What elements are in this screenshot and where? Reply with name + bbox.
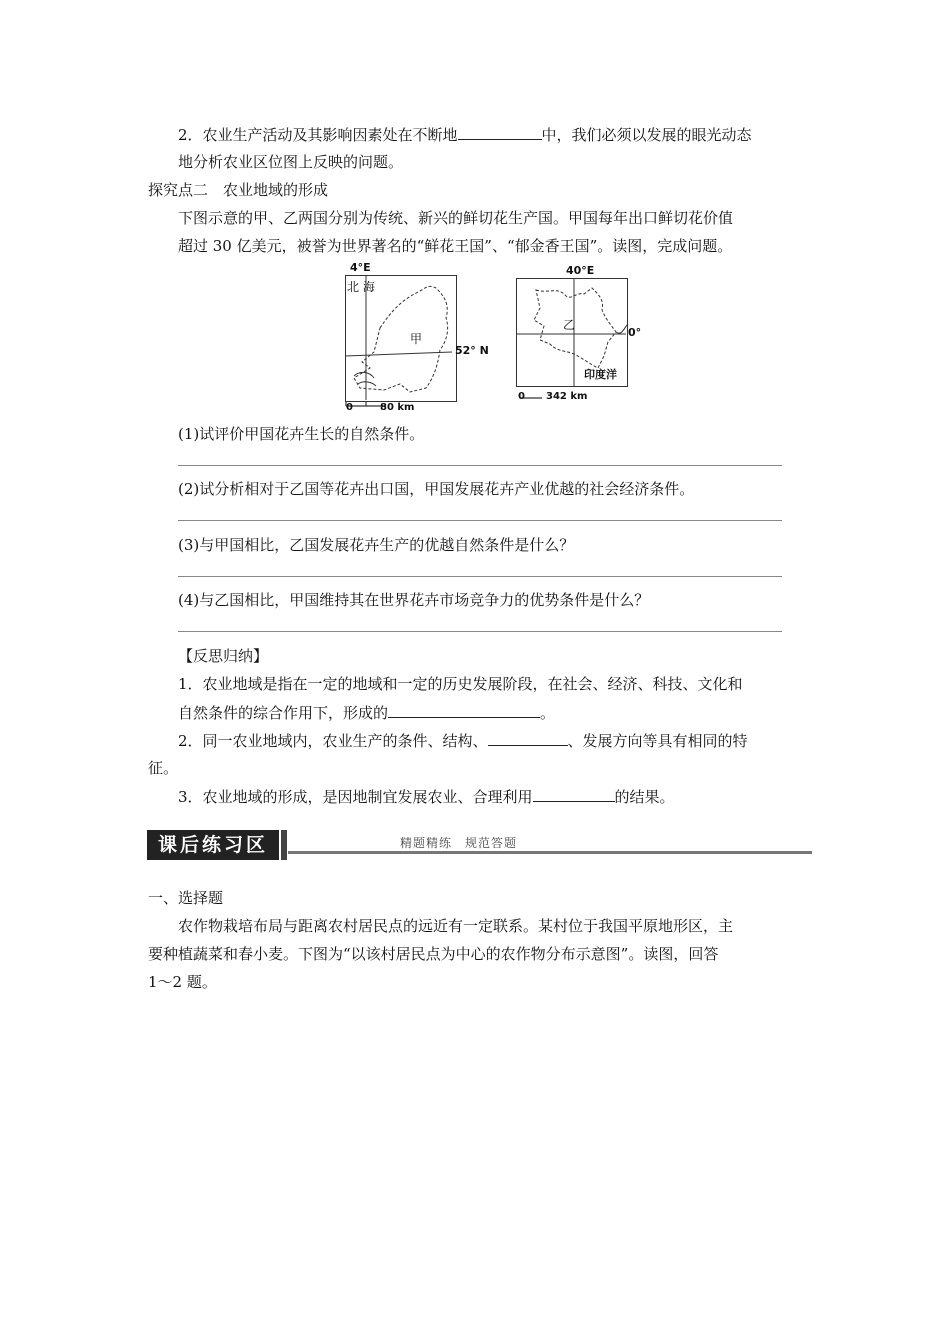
exercise-para-line3: 1～2 题。 [148, 973, 217, 991]
reflection-item3-pre: 3．农业地域的形成，是因地制宜发展农业、合理利用 [178, 788, 533, 806]
explore2-intro-line2: 超过 30 亿美元，被誉为世界著名的“鲜花王国”、“郁金香王国”。读图，完成问题。 [178, 237, 733, 255]
reflection-item1-pre: 自然条件的综合作用下，形成的 [178, 704, 389, 722]
map-yi-ocean: 印度洋 [584, 368, 617, 381]
map-jia-latitude: 52° N [455, 344, 489, 357]
reflection-item2-line1 [178, 729, 748, 752]
map-yi-longitude: 40°E [566, 264, 595, 277]
answer-line-1[interactable] [178, 465, 782, 466]
map-yi-scale-value: 342 km [546, 391, 588, 402]
reflection-item1-line2 [178, 701, 555, 724]
answer-line-4[interactable] [178, 631, 782, 632]
answer-line-3[interactable] [178, 576, 782, 577]
reflection-item1-line1: 1．农业地域是指在一定的地域和一定的历史发展阶段，在社会、经济、科技、文化和 [178, 675, 743, 693]
map-jia-longitude: 4°E [350, 261, 371, 274]
explore1-item2-line1 [178, 123, 752, 146]
explore2-intro-line1: 下图示意的甲、乙两国分别为传统、新兴的鲜切花生产国。甲国每年出口鲜切花价值 [178, 209, 734, 227]
map-jia-scale-zero: 0 [346, 402, 353, 413]
banner-title: 课后练习区 [147, 830, 279, 860]
exercise-para-line1: 农作物栽培布局与距离农村居民点的远近有一定联系。某村位于我国平原地形区，主 [178, 917, 734, 935]
map-jia-sea: 北 海 [347, 280, 375, 294]
banner-tagline: 精题精练 规范答题 [400, 836, 518, 850]
reflection-item2-pre: 2．同一农业地域内，农业生产的条件、结构、 [178, 732, 488, 750]
reflection-item1-post: 。 [540, 704, 556, 722]
map-jia-country: 甲 [410, 332, 423, 346]
exercise-para-line2: 要种植蔬菜和春小麦。下图为“以该村居民点为中心的农作物分布示意图”。读图，回答 [148, 945, 719, 963]
explore2-heading: 探究点二 农业地域的形成 [148, 181, 329, 199]
explore1-item2-pre: 2．农业生产活动及其影响因素处在不断地 [178, 126, 458, 144]
answer-blank[interactable] [388, 701, 540, 718]
banner-rule [288, 851, 812, 854]
answer-blank[interactable] [533, 785, 615, 802]
answer-blank[interactable] [458, 123, 542, 140]
banner-divider [281, 830, 287, 860]
reflection-heading: 【反思归纳】 [178, 647, 269, 665]
question-1: (1)试评价甲国花卉生长的自然条件。 [178, 425, 425, 443]
map-yi-latitude: 0° [628, 326, 642, 339]
question-2: (2)试分析相对于乙国等花卉出口国，甲国发展花卉产业优越的社会经济条件。 [178, 480, 695, 498]
exercise-section: 一、选择题 [148, 889, 224, 907]
answer-line-2[interactable] [178, 520, 782, 521]
map-yi-scale-zero: 0 [518, 391, 525, 402]
map-yi-country: 乙 [563, 318, 576, 332]
answer-blank[interactable] [488, 729, 568, 746]
question-4: (4)与乙国相比，甲国维持其在世界花卉市场竞争力的优势条件是什么？ [178, 591, 650, 609]
reflection-item3-post: 的结果。 [614, 788, 675, 806]
map-yi-drawing [512, 274, 642, 404]
reflection-item2-post: 、发展方向等具有相同的特 [567, 732, 748, 750]
explore1-item2-post: 中，我们必须以发展的眼光动态 [541, 126, 752, 144]
map-jia-scale-value: 80 km [380, 402, 415, 413]
explore1-item2-line2: 地分析农业区位图上反映的问题。 [178, 153, 404, 171]
reflection-item3 [178, 785, 675, 808]
reflection-item2-line2: 征。 [148, 759, 179, 777]
question-3: (3)与甲国相比，乙国发展花卉生产的优越自然条件是什么？ [178, 536, 575, 554]
